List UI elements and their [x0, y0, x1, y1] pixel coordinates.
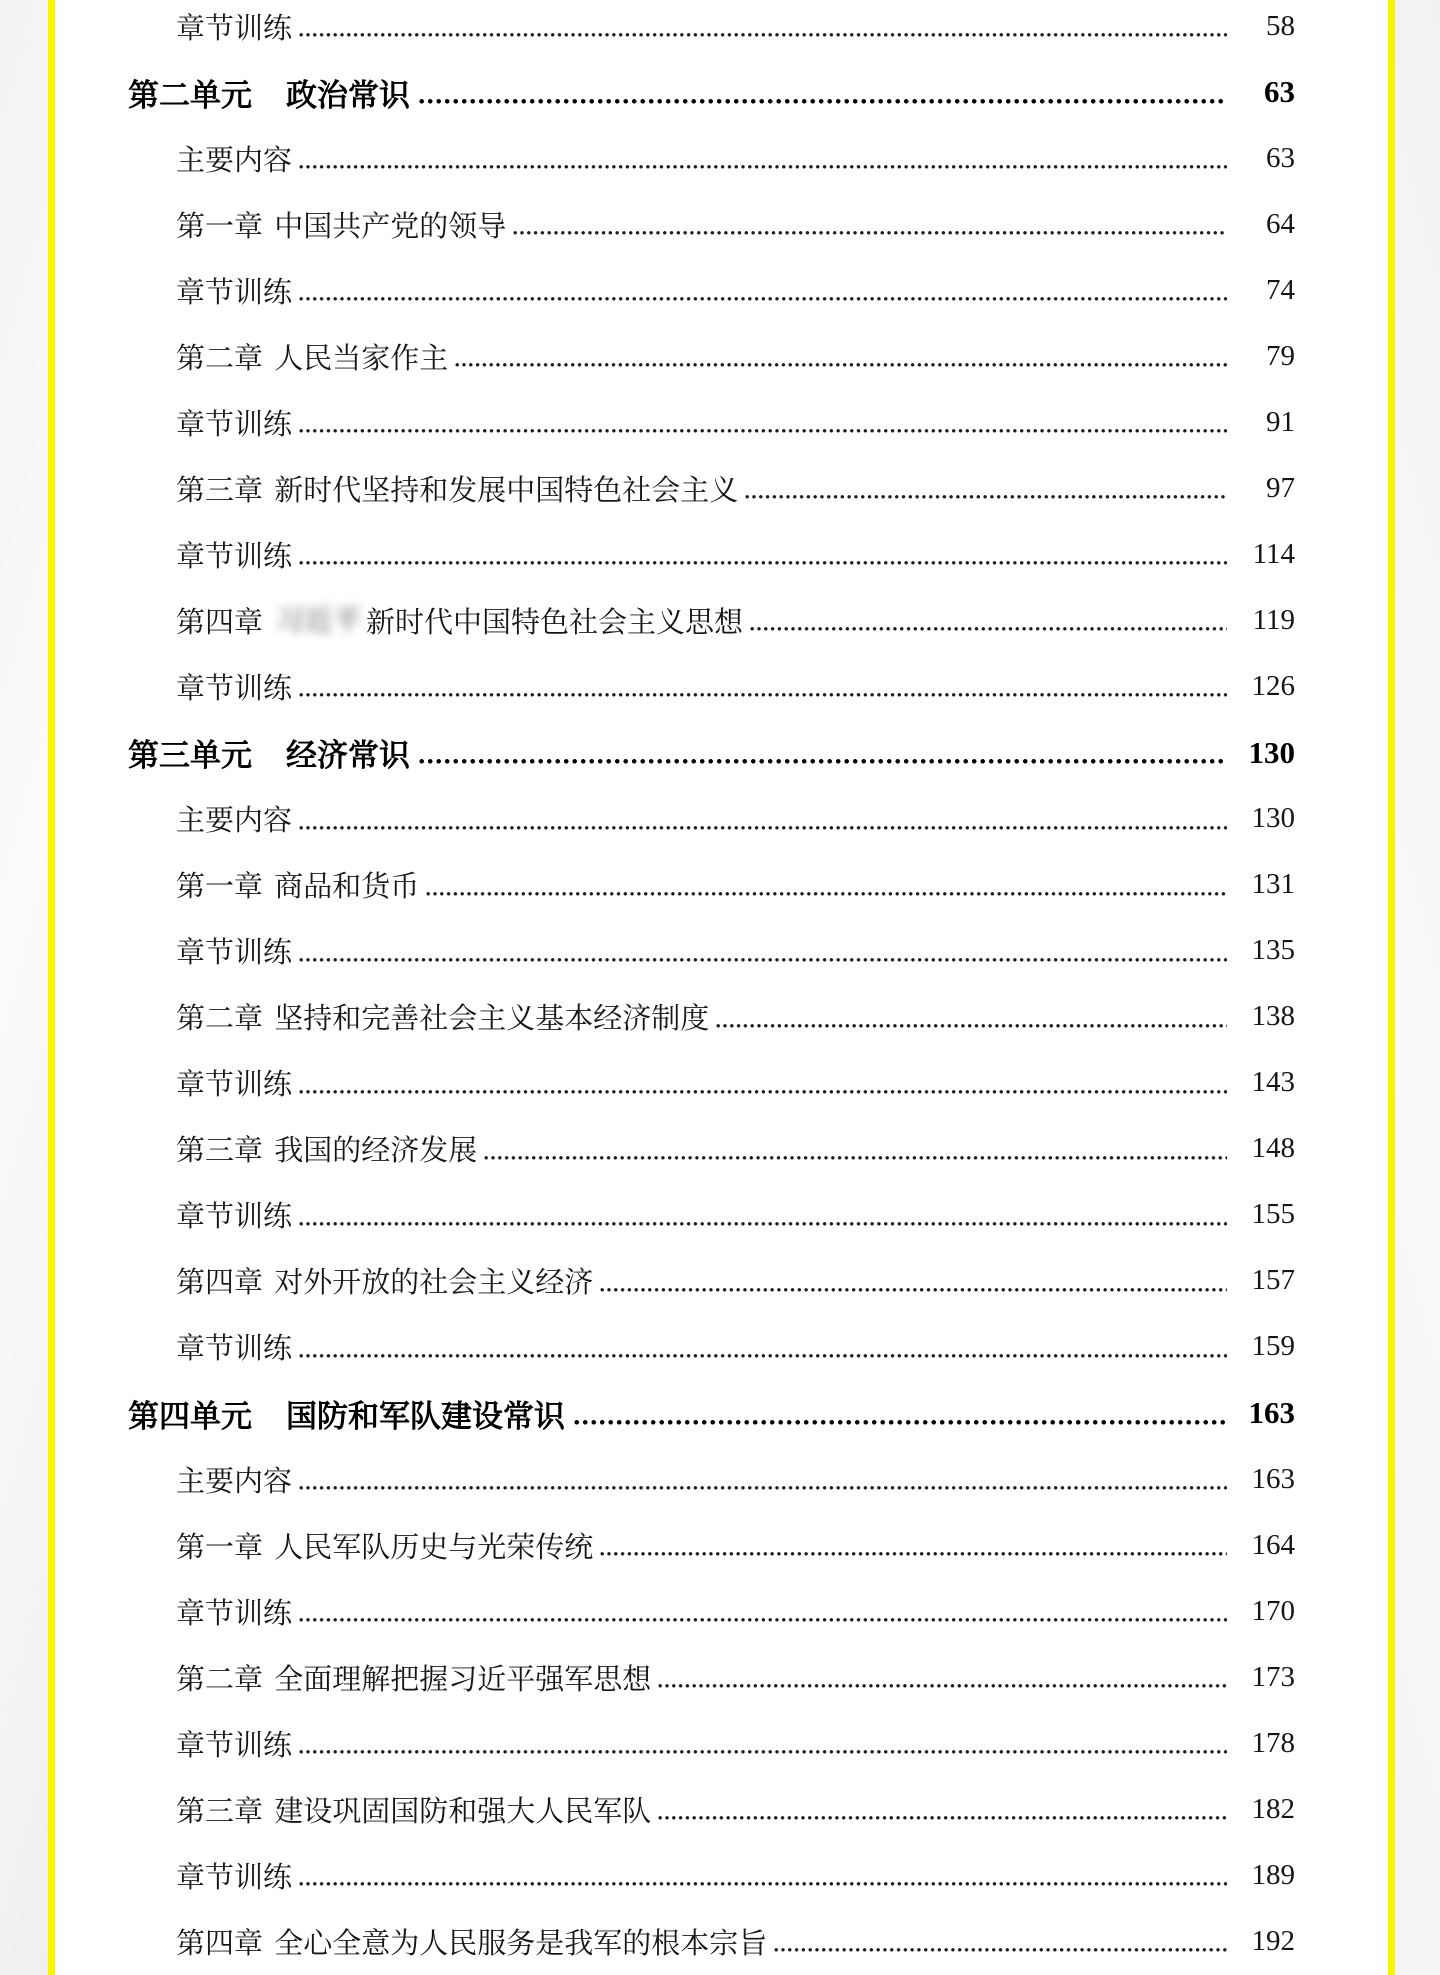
toc-entry-label: 第二章 人民当家作主 — [176, 342, 449, 375]
toc-row — [55, 323, 1388, 389]
dotted-leader — [455, 362, 1227, 368]
toc-row — [55, 984, 1388, 1050]
dotted-leader — [299, 1089, 1227, 1095]
toc-page-number: 64 — [1266, 207, 1295, 240]
left-yellow-border — [48, 0, 55, 1975]
dotted-leader — [299, 296, 1227, 302]
toc-page-number: 189 — [1251, 1858, 1295, 1891]
dotted-leader — [299, 825, 1227, 831]
toc-entry-label: 第四章 习近平 新时代中国特色社会主义思想 — [176, 600, 743, 641]
left-paper-margin — [0, 0, 48, 1975]
dotted-leader — [299, 32, 1227, 38]
toc-row — [55, 257, 1388, 323]
toc-row — [55, 786, 1388, 852]
dotted-leader — [426, 891, 1227, 897]
dotted-leader — [658, 1683, 1227, 1689]
toc-entry-label: 章节训练 — [176, 540, 293, 573]
toc-row — [55, 720, 1388, 786]
dotted-leader — [745, 494, 1227, 500]
toc-page-number: 63 — [1264, 74, 1295, 110]
toc-page-number: 58 — [1266, 9, 1295, 42]
toc-entry-label: 章节训练 — [176, 1597, 293, 1630]
toc-page-number: 164 — [1251, 1528, 1295, 1561]
toc-row — [55, 1578, 1388, 1644]
dotted-leader — [774, 1947, 1227, 1953]
unit-number: 第四单元 — [128, 1398, 252, 1434]
dotted-leader — [299, 1353, 1227, 1359]
right-yellow-border — [1388, 0, 1395, 1975]
toc-entry-label: 第二章 坚持和完善社会主义基本经济制度 — [176, 1003, 710, 1036]
dotted-leader — [419, 758, 1227, 765]
unit-number: 第三单元 — [128, 738, 252, 774]
toc-entry-label: 主要内容 — [176, 1465, 293, 1498]
toc-entry-label: 章节训练 — [176, 937, 293, 970]
toc-row — [55, 1710, 1388, 1776]
toc-page-number: 182 — [1251, 1792, 1295, 1825]
dotted-leader — [299, 1881, 1227, 1887]
toc-entry-label: 章节训练 — [176, 408, 293, 441]
toc-entry-label: 章节训练 — [176, 1729, 293, 1762]
dotted-leader — [419, 98, 1227, 105]
toc-page-number: 91 — [1266, 405, 1295, 438]
toc-row — [55, 1908, 1388, 1974]
toc-row — [55, 1776, 1388, 1842]
toc-entry-label: 章节训练 — [176, 276, 293, 309]
unit-title: 国防和军队建设常识 — [286, 1398, 565, 1434]
toc-page-number: 130 — [1251, 802, 1295, 835]
dotted-leader — [299, 957, 1227, 963]
toc-row — [55, 389, 1388, 455]
toc-page-number: 157 — [1251, 1264, 1295, 1297]
toc-entry-label: 章节训练 — [176, 1861, 293, 1894]
toc-entry-label: 第四章 全心全意为人民服务是我军的根本宗旨 — [176, 1927, 768, 1960]
toc-entry-label: 章节训练 — [176, 1069, 293, 1102]
toc-row — [55, 852, 1388, 918]
toc-page-number: 126 — [1251, 669, 1295, 702]
toc-row — [55, 1248, 1388, 1314]
dotted-leader — [600, 1287, 1227, 1293]
dotted-leader — [750, 626, 1227, 632]
dotted-leader — [513, 230, 1227, 236]
unit-number: 第二单元 — [128, 77, 252, 113]
toc-page-number: 130 — [1248, 734, 1295, 770]
toc-row — [55, 1842, 1388, 1908]
dotted-leader — [299, 692, 1227, 698]
toc-row — [55, 1314, 1388, 1380]
toc-page-number: 173 — [1251, 1660, 1295, 1693]
toc-page-number: 163 — [1248, 1395, 1295, 1430]
toc-page-number: 63 — [1266, 141, 1295, 174]
dotted-leader — [299, 428, 1227, 434]
dotted-leader — [299, 560, 1227, 566]
toc-page-number: 143 — [1251, 1066, 1295, 1099]
dotted-leader — [716, 1023, 1227, 1029]
dotted-leader — [299, 164, 1227, 170]
toc-entry-label: 第一章 商品和货币 — [176, 871, 420, 904]
toc-unit-label — [128, 1391, 565, 1436]
dotted-leader — [299, 1749, 1227, 1755]
toc-page-number: 178 — [1251, 1726, 1295, 1759]
toc-entry-label: 章节训练 — [176, 1201, 293, 1234]
toc-row — [55, 1446, 1388, 1512]
toc-entry-label: 第三章 新时代坚持和发展中国特色社会主义 — [176, 474, 739, 507]
toc-row — [55, 587, 1388, 653]
toc-entry-label: 第一章 人民军队历史与光荣传统 — [176, 1531, 594, 1564]
toc-entry-label: 第二章 全面理解把握习近平强军思想 — [176, 1663, 652, 1696]
toc-page-number: 148 — [1251, 1132, 1295, 1165]
toc-entry-label: 主要内容 — [176, 144, 293, 177]
toc-row — [55, 1644, 1388, 1710]
toc-row — [55, 191, 1388, 257]
toc-row — [55, 521, 1388, 587]
toc-page-number: 114 — [1252, 537, 1295, 570]
dotted-leader — [484, 1155, 1227, 1161]
toc-page-number: 170 — [1251, 1594, 1295, 1627]
toc-page-number: 135 — [1251, 934, 1295, 967]
toc-entry-label: 章节训练 — [176, 1333, 293, 1366]
toc-row — [55, 1050, 1388, 1116]
toc-page-number: 97 — [1266, 471, 1295, 504]
toc-row — [55, 125, 1388, 191]
unit-title: 政治常识 — [286, 77, 410, 113]
toc-row — [55, 1512, 1388, 1578]
dotted-leader — [658, 1815, 1227, 1821]
toc-row — [55, 0, 1388, 59]
dotted-leader — [299, 1617, 1227, 1623]
toc-row — [55, 455, 1388, 521]
toc-unit-label — [128, 730, 410, 775]
toc-list — [55, 0, 1388, 1974]
dotted-leader — [600, 1551, 1227, 1557]
toc-entry-label: 第三章 建设巩固国防和强大人民军队 — [176, 1795, 652, 1828]
toc-page-number: 163 — [1251, 1462, 1295, 1495]
toc-entry-label: 第四章 对外开放的社会主义经济 — [176, 1267, 594, 1300]
right-paper-margin — [1395, 0, 1440, 1975]
toc-row — [55, 1116, 1388, 1182]
toc-row — [55, 1380, 1388, 1446]
dotted-leader — [299, 1485, 1227, 1491]
toc-page-number: 138 — [1251, 1000, 1295, 1033]
toc-unit-label — [128, 70, 410, 115]
toc-page-number: 155 — [1251, 1198, 1295, 1231]
toc-row — [55, 59, 1388, 125]
toc-page — [55, 0, 1388, 1975]
toc-row — [55, 653, 1388, 719]
toc-page-number: 159 — [1251, 1330, 1295, 1363]
toc-entry-label: 第一章 中国共产党的领导 — [176, 210, 507, 243]
toc-entry-label: 第三章 我国的经济发展 — [176, 1135, 478, 1168]
toc-page-number: 119 — [1252, 603, 1295, 636]
toc-page-number: 74 — [1266, 273, 1295, 306]
toc-row — [55, 1182, 1388, 1248]
dotted-leader — [574, 1419, 1227, 1426]
toc-entry-label: 章节训练 — [176, 672, 293, 705]
toc-page-number: 192 — [1251, 1924, 1295, 1957]
toc-entry-label: 章节训练 — [176, 12, 293, 45]
toc-page-number: 79 — [1266, 339, 1295, 372]
unit-title: 经济常识 — [286, 738, 410, 774]
dotted-leader — [299, 1221, 1227, 1227]
redacted-text: 习近平 — [275, 604, 363, 637]
toc-page-number: 131 — [1251, 868, 1295, 901]
toc-entry-label: 主要内容 — [176, 805, 293, 838]
toc-row — [55, 918, 1388, 984]
